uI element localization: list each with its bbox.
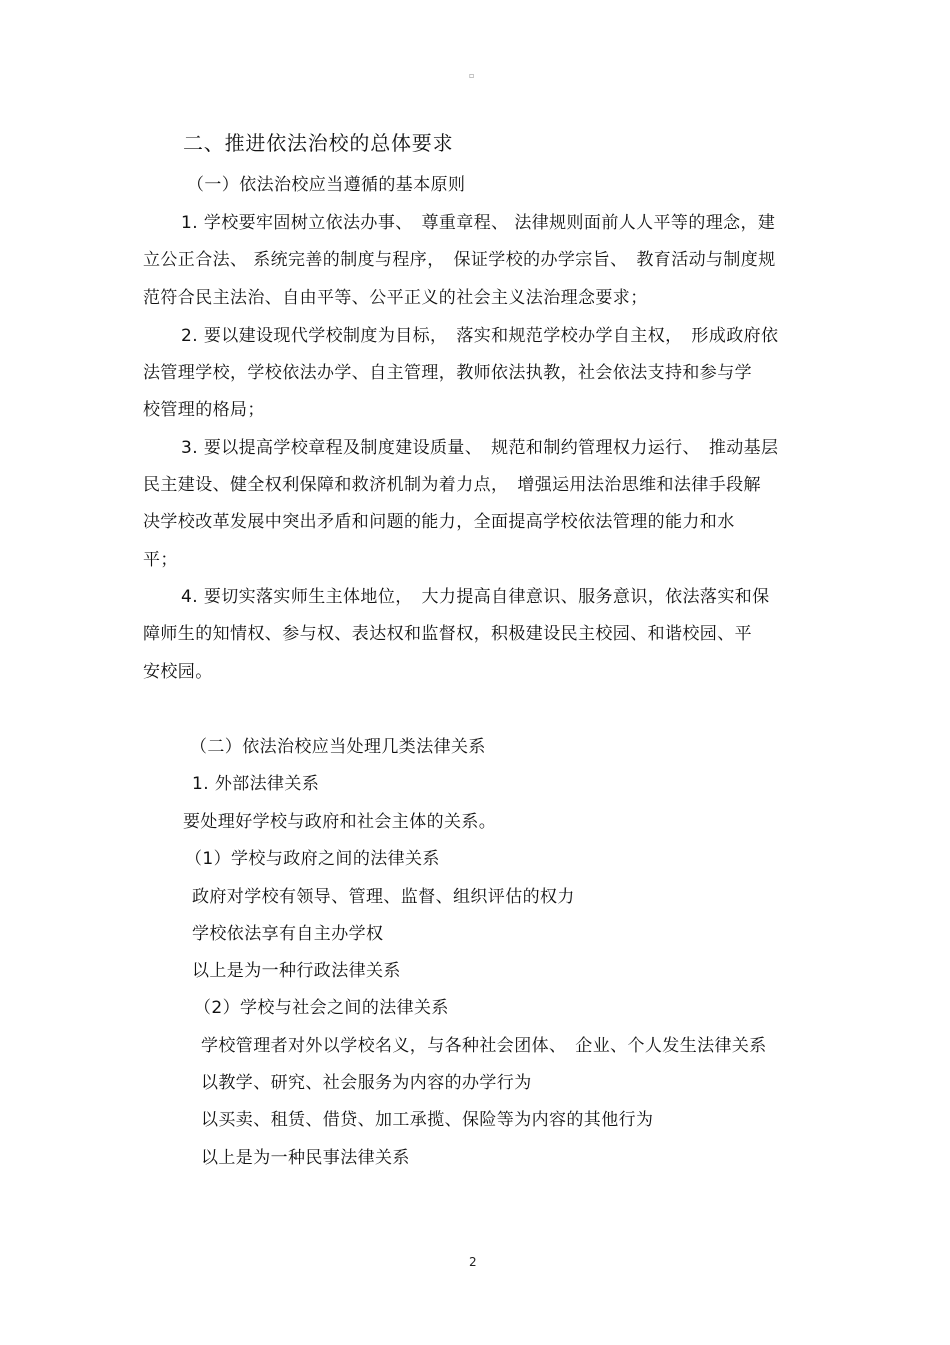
page-number: 2 [469,1255,477,1269]
paragraph2-line: 2. 要以建设现代学校制度为目标， 落实和规范学校办学自主权， 形成政府依 [181,326,779,346]
paragraph3-line: 平； [143,550,178,570]
paragraph3-line: 民主建设、健全权利保障和救济机制为着力点， 增强运用法治思维和法律手段解 [143,475,761,495]
header-mark: ▫ [469,71,475,80]
paragraph1-line: 立公正合法、 系统完善的制度与程序， 保证学校的办学宗旨、 教育活动与制度规 [143,250,776,270]
relation2-line: 以教学、研究、社会服务为内容的办学行为 [201,1073,532,1093]
relation1-line: 政府对学校有领导、管理、监督、组织评估的权力 [192,887,575,907]
paragraph4-line: 安校园。 [143,662,213,682]
paragraph1-line: 1. 学校要牢固树立依法办事、 尊重章程、 法律规则面前人人平等的理念，建 [181,213,776,233]
relation2-title: （2）学校与社会之间的法律关系 [194,998,449,1018]
section-title: 二、推进依法治校的总体要求 [183,131,454,155]
paragraph2-line: 法管理学校，学校依法办学、自主管理，教师依法执教，社会依法支持和参与学 [143,363,752,383]
paragraph1-line: 范符合民主法治、自由平等、公平正义的社会主义法治理念要求； [143,288,648,308]
relation1-line: 以上是为一种行政法律关系 [192,961,401,981]
relation2-line: 学校管理者对外以学校名义，与各种社会团体、 企业、个人发生法律关系 [201,1036,767,1056]
paragraph4-line: 4. 要切实落实师生主体地位， 大力提高自律意识、服务意识，依法落实和保 [181,587,770,607]
item1-title: 1. 外部法律关系 [192,774,320,794]
subsection2-title: （二）依法治校应当处理几类法律关系 [190,737,486,757]
paragraph2-line: 校管理的格局； [143,400,265,420]
paragraph3-line: 决学校改革发展中突出矛盾和问题的能力，全面提高学校依法管理的能力和水 [143,512,735,532]
relation2-line: 以买卖、租赁、借贷、加工承揽、保险等为内容的其他行为 [201,1110,654,1130]
relation1-title: （1）学校与政府之间的法律关系 [185,849,440,869]
paragraph4-line: 障师生的知情权、参与权、表达权和监督权，积极建设民主校园、和谐校园、平 [143,624,752,644]
subsection1-title: （一）依法治校应当遵循的基本原则 [187,175,466,195]
relation2-line: 以上是为一种民事法律关系 [201,1148,410,1168]
item1-intro: 要处理好学校与政府和社会主体的关系。 [183,812,497,832]
relation1-line: 学校依法享有自主办学权 [192,924,384,944]
paragraph3-line: 3. 要以提高学校章程及制度建设质量、 规范和制约管理权力运行、 推动基层 [181,438,779,458]
